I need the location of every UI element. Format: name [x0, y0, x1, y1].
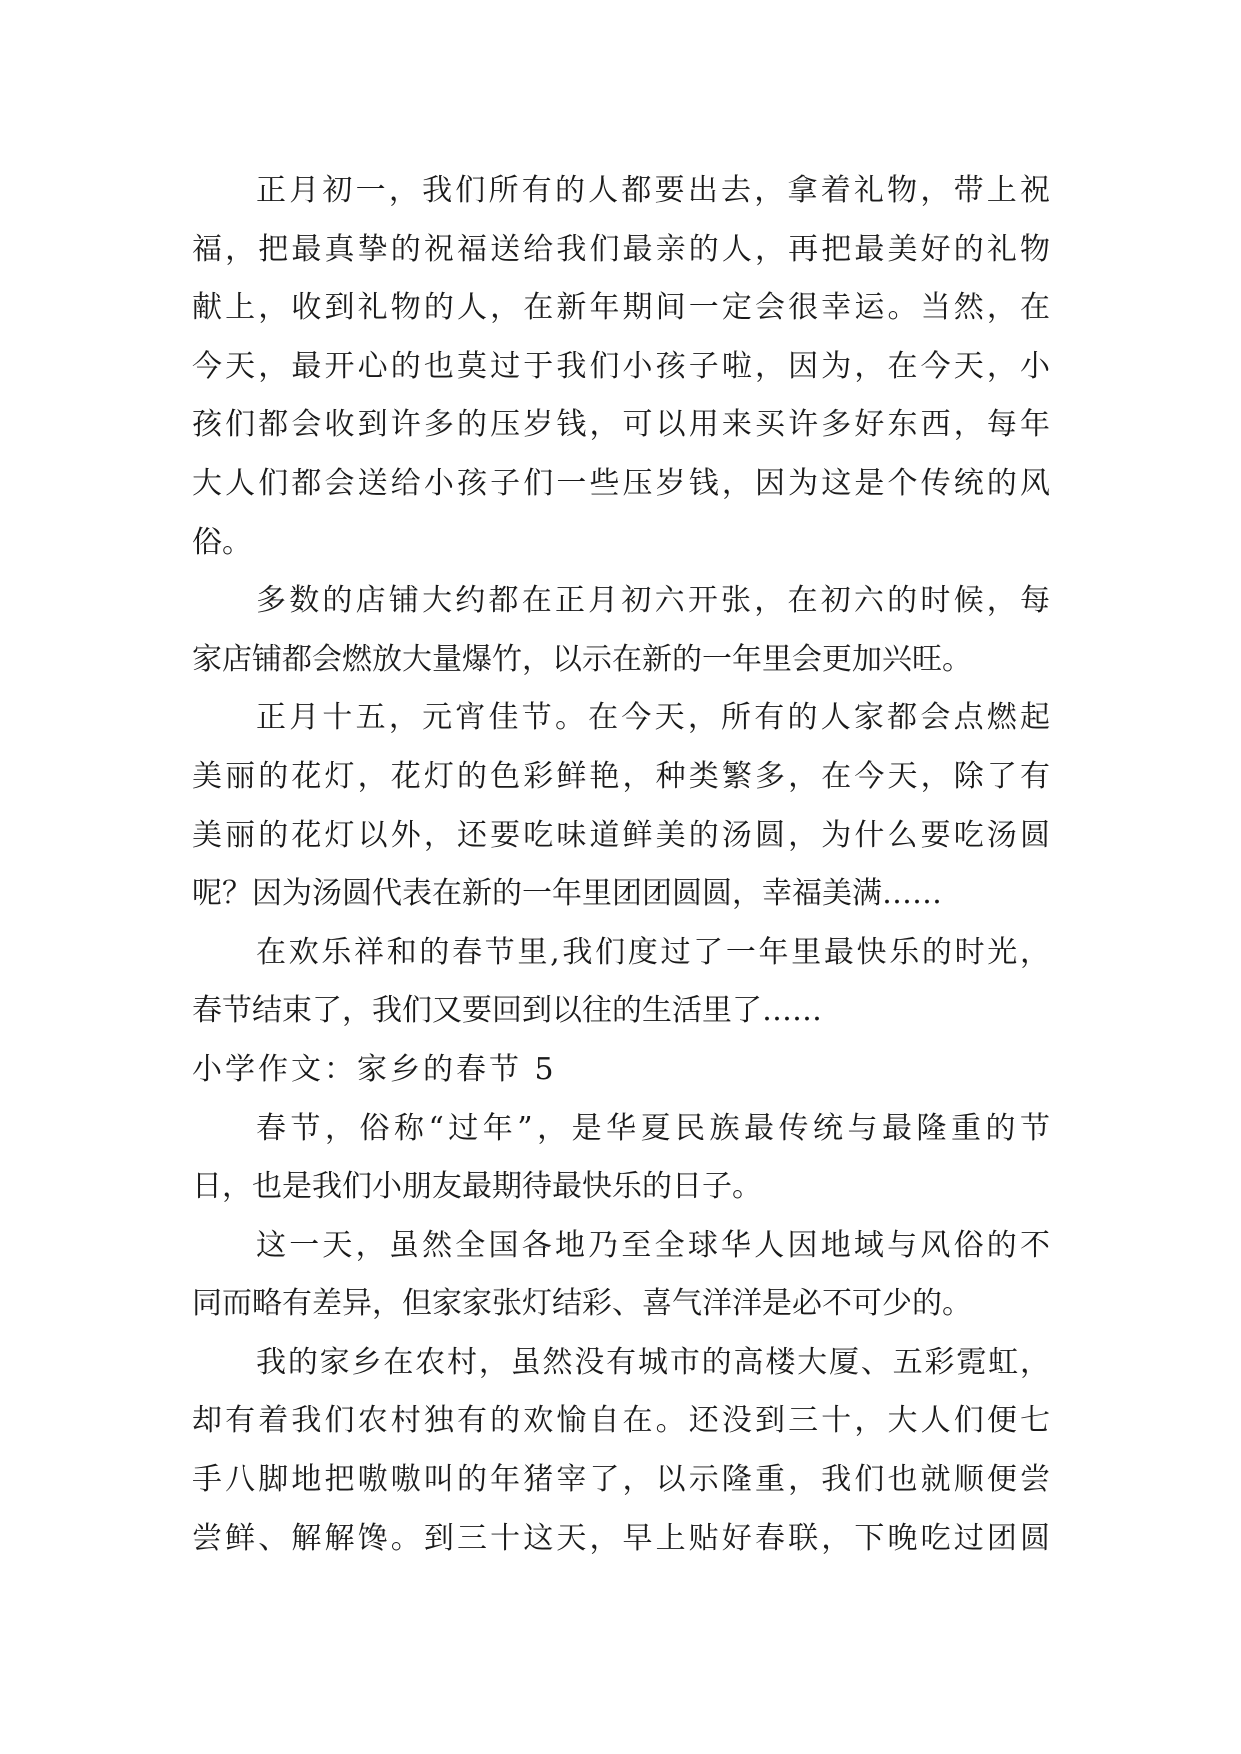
paragraph: [192, 1217, 1050, 1334]
text-line: 今天，最开心的也莫过于我们小孩子啦，因为，在今天，小: [192, 348, 1050, 384]
text-line: 美丽的花灯，花灯的色彩鲜艳，种类繁多，在今天，除了有: [192, 758, 1050, 794]
text-line: 同而略有差异，但家家张灯结彩、喜气洋洋是必不可少的。: [192, 1286, 972, 1322]
text-line: 俗。: [192, 524, 252, 560]
text-line: 春节，俗称“过年”，是华夏民族最传统与最隆重的节: [256, 1110, 1050, 1146]
text-line: 呢？因为汤圆代表在新的一年里团团圆圆，幸福美满……: [192, 876, 942, 912]
text-line: 在欢乐祥和的春节里,我们度过了一年里最快乐的时光，: [256, 934, 1050, 970]
paragraph: [192, 1100, 1050, 1217]
paragraph: [192, 162, 1050, 572]
text-line: 福，把最真挚的祝福送给我们最亲的人，再把最美好的礼物: [192, 231, 1050, 267]
text-line: 手八脚地把嗷嗷叫的年猪宰了，以示隆重，我们也就顺便尝: [192, 1462, 1050, 1498]
text-line: 献上，收到礼物的人，在新年期间一定会很幸运。当然，在: [192, 290, 1050, 326]
text-line: 家店铺都会燃放大量爆竹，以示在新的一年里会更加兴旺。: [192, 641, 972, 677]
text-line: 春节结束了，我们又要回到以往的生活里了……: [192, 993, 822, 1029]
paragraph: [192, 572, 1050, 689]
text-line: 大人们都会送给小孩子们一些压岁钱，因为这是个传统的风: [192, 465, 1050, 501]
text-line: 这一天，虽然全国各地乃至全球华人因地域与风俗的不: [256, 1227, 1050, 1263]
paragraph: [192, 924, 1050, 1041]
section-heading: 小学作文：家乡的春节 5: [192, 1051, 557, 1087]
text-line: 正月初一，我们所有的人都要出去，拿着礼物，带上祝: [256, 173, 1050, 208]
paragraph: [192, 1334, 1050, 1568]
document-body: [192, 162, 1050, 1568]
text-line: 尝鲜、解解馋。到三十这天，早上贴好春联，下晚吃过团圆: [192, 1520, 1050, 1556]
text-line: 正月十五，元宵佳节。在今天，所有的人家都会点燃起: [256, 700, 1050, 736]
text-line: 却有着我们农村独有的欢愉自在。还没到三十，大人们便七: [192, 1403, 1050, 1439]
text-line: 孩们都会收到许多的压岁钱，可以用来买许多好东西，每年: [192, 407, 1050, 443]
text-line: 日，也是我们小朋友最期待最快乐的日子。: [192, 1169, 762, 1205]
text-line: 我的家乡在农村，虽然没有城市的高楼大厦、五彩霓虹，: [256, 1344, 1050, 1380]
paragraph: [192, 689, 1050, 923]
text-line: 美丽的花灯以外，还要吃味道鲜美的汤圆，为什么要吃汤圆: [192, 817, 1050, 853]
text-line: 多数的店铺大约都在正月初六开张，在初六的时候，每: [256, 583, 1050, 619]
